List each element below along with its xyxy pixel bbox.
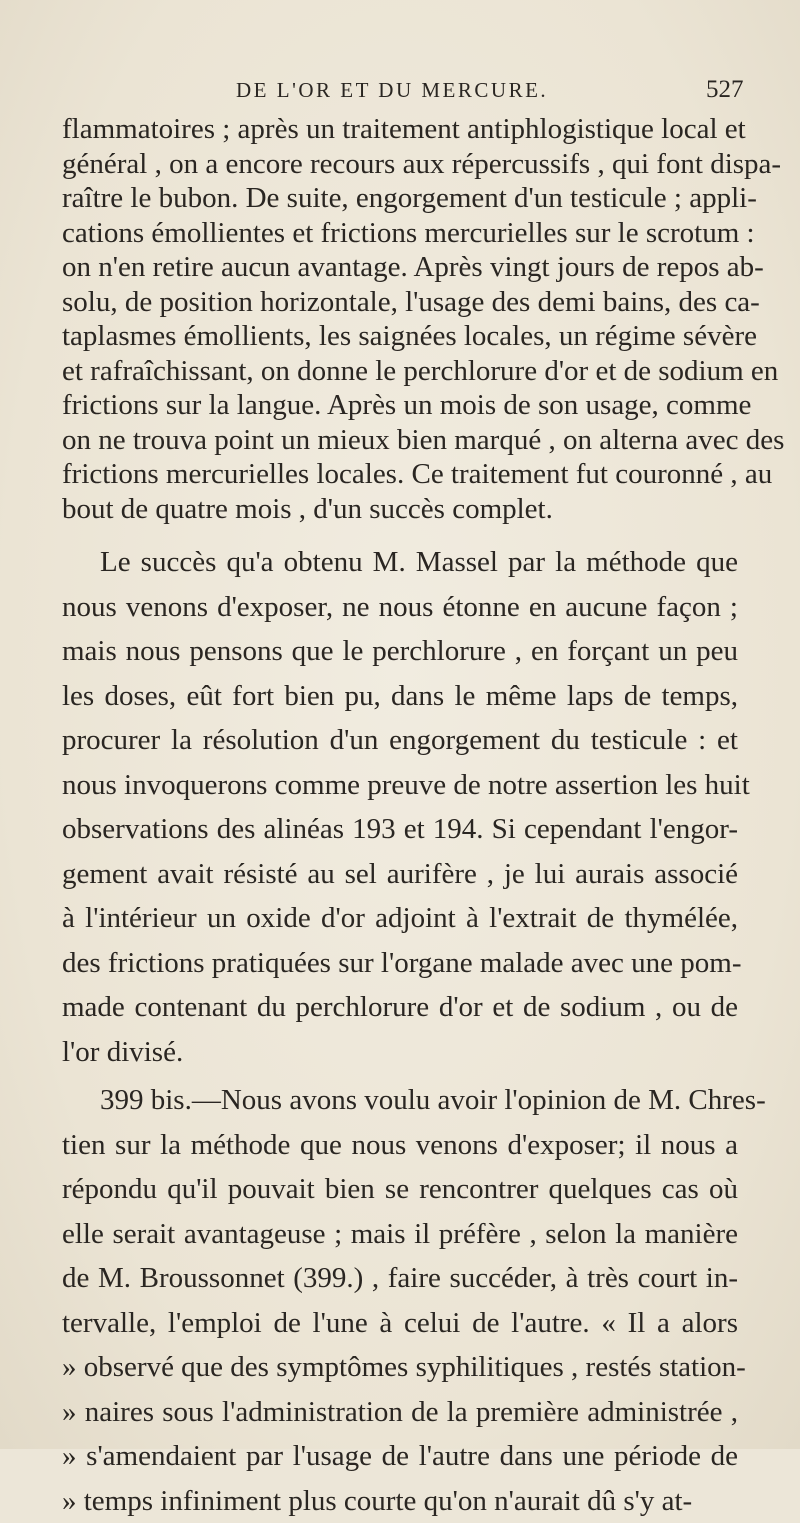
- text-line: général , on a encore recours aux répercussifs , qui font dispa-: [62, 147, 738, 182]
- text-line: mais nous pensons que le perchlorure , en forçant un peu: [62, 629, 738, 674]
- text-line: l'or divisé.: [62, 1030, 738, 1075]
- text-line: » naires sous l'administration de la première administrée ,: [62, 1390, 738, 1435]
- paragraph-2: [62, 540, 738, 1074]
- text-line: » s'amendaient par l'usage de l'autre dans une période de: [62, 1434, 738, 1479]
- text-line: observations des alinéas 193 et 194. Si cependant l'engor-: [62, 807, 738, 852]
- text-line: frictions sur la langue. Après un mois de son usage, comme: [62, 388, 738, 423]
- text-line: on ne trouva point un mieux bien marqué , on alterna avec des: [62, 423, 738, 458]
- text-line: Le succès qu'a obtenu M. Massel par la méthode que: [62, 540, 738, 585]
- text-line: on n'en retire aucun avantage. Après vingt jours de repos ab-: [62, 250, 738, 285]
- paragraph-3: [62, 1078, 738, 1523]
- page-header: [0, 78, 800, 108]
- text-line: solu, de position horizontale, l'usage des demi bains, des ca-: [62, 285, 738, 320]
- text-line: frictions mercurielles locales. Ce traitement fut couronné , au: [62, 457, 738, 492]
- text-line: à l'intérieur un oxide d'or adjoint à l'extrait de thymélée,: [62, 896, 738, 941]
- text-line: nous venons d'exposer, ne nous étonne en aucune façon ;: [62, 585, 738, 630]
- text-line: répondu qu'il pouvait bien se rencontrer quelques cas où: [62, 1167, 738, 1212]
- text-line: tien sur la méthode que nous venons d'exposer; il nous a: [62, 1123, 738, 1168]
- text-line: » observé que des symptômes syphilitiques , restés station-: [62, 1345, 738, 1390]
- paragraph-1: [62, 112, 738, 526]
- body-text: [62, 112, 738, 1523]
- text-line: cations émollientes et frictions mercurielles sur le scrotum :: [62, 216, 738, 251]
- text-line: » temps infiniment plus courte qu'on n'aurait dû s'y at-: [62, 1479, 738, 1523]
- text-line: elle serait avantageuse ; mais il préfère , selon la manière: [62, 1212, 738, 1257]
- text-line: flammatoires ; après un traitement antiphlogistique local et: [62, 112, 738, 147]
- text-line: gement avait résisté au sel aurifère , je lui aurais associé: [62, 852, 738, 897]
- text-line: made contenant du perchlorure d'or et de sodium , ou de: [62, 985, 738, 1030]
- text-line: raître le bubon. De suite, engorgement d'un testicule ; appli-: [62, 181, 738, 216]
- text-line: bout de quatre mois , d'un succès complet.: [62, 492, 738, 527]
- text-line: 399 bis.—Nous avons voulu avoir l'opinion de M. Chres-: [62, 1078, 738, 1123]
- running-head: DE L'OR ET DU MERCURE.: [236, 78, 548, 103]
- text-line: nous invoquerons comme preuve de notre assertion les huit: [62, 763, 738, 808]
- text-line: de M. Broussonnet (399.) , faire succéder, à très court in-: [62, 1256, 738, 1301]
- text-line: et rafraîchissant, on donne le perchlorure d'or et de sodium en: [62, 354, 738, 389]
- text-line: taplasmes émollients, les saignées locales, un régime sévère: [62, 319, 738, 354]
- text-line: tervalle, l'emploi de l'une à celui de l'autre. « Il a alors: [62, 1301, 738, 1346]
- page-number: 527: [706, 76, 744, 104]
- text-line: les doses, eût fort bien pu, dans le même laps de temps,: [62, 674, 738, 719]
- text-line: procurer la résolution d'un engorgement du testicule : et: [62, 718, 738, 763]
- text-line: des frictions pratiquées sur l'organe malade avec une pom-: [62, 941, 738, 986]
